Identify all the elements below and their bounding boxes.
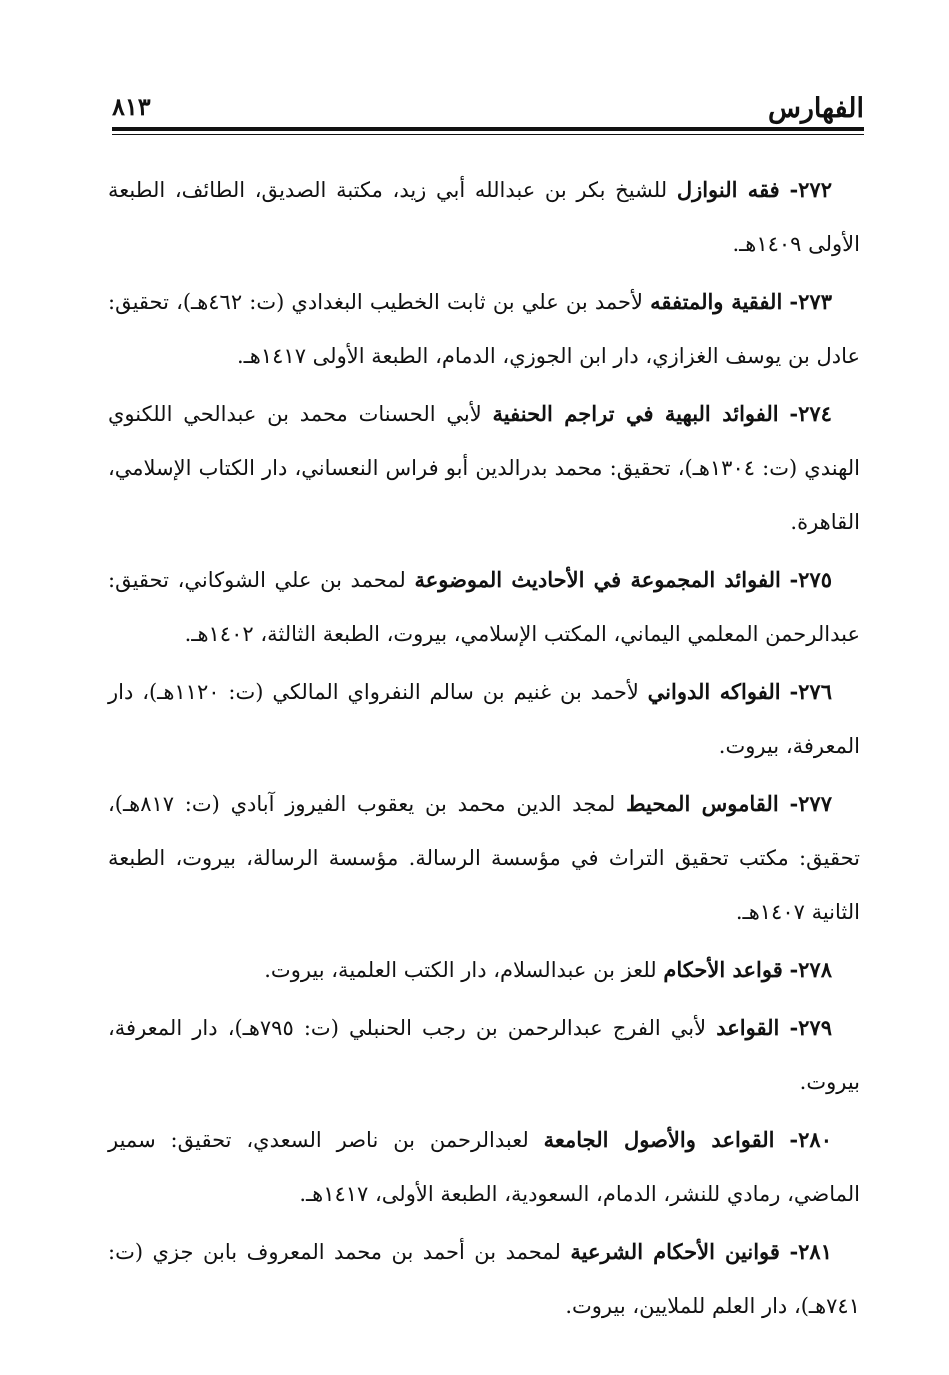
- entry-details: للعز بن عبدالسلام، دار الكتب العلمية، بيروت.: [264, 958, 657, 982]
- entry-details: للشيخ بكر بن عبدالله أبي زيد، مكتبة الصديق، الطائف، الطبعة الأولى ١٤٠٩هـ.: [108, 178, 860, 256]
- entry-details: لعبدالرحمن بن ناصر السعدي، تحقيق: سمير الماضي، رمادي للنشر، الدمام، السعودية، الطبعة الأولى، ١٤١٧هـ.: [108, 1128, 860, 1206]
- index-entry-273: [108, 275, 860, 383]
- page-number: ٨١٣: [112, 92, 151, 121]
- index-entry-275: [108, 553, 860, 661]
- entry-number: ٢٧٩-: [789, 1015, 832, 1040]
- index-entry-272: [108, 163, 860, 271]
- entry-title: الفوائد البهية في تراجم الحنفية: [492, 401, 779, 426]
- entry-details: لمجد الدين محمد بن يعقوب الفيروز آبادي (ت: ٨١٧هـ)، تحقيق: مكتب تحقيق التراث في مؤسسة الرسالة. مؤسسة الرسالة، بيروت، الطبعة الثانية ١٤٠٧هـ.: [108, 792, 860, 924]
- entry-details: لأحمد بن غنيم بن سالم النفرواي المالكي (ت: ١١٢٠هـ)، دار المعرفة، بيروت.: [108, 680, 860, 758]
- entry-number: ٢٧٣-: [789, 289, 832, 314]
- entry-title: القواعد والأصول الجامعة: [543, 1127, 775, 1152]
- entry-title: الفوائد المجموعة في الأحاديث الموضوعة: [414, 567, 781, 592]
- page-title: الفهارس: [767, 93, 864, 124]
- entry-title: قوانين الأحكام الشرعية: [570, 1239, 780, 1264]
- entry-number: ٢٧٥-: [789, 567, 832, 592]
- entry-title: الفقية والمتفقه: [650, 289, 783, 314]
- entry-number: ٢٧٢-: [789, 177, 832, 202]
- entry-details: لمحمد بن أحمد بن محمد المعروف بابن جزي (ت: ٧٤١هـ)، دار العلم للملايين، بيروت.: [108, 1240, 860, 1318]
- entry-details: لأبي الحسنات محمد بن عبدالحي اللكنوي الهندي (ت: ١٣٠٤هـ)، تحقيق: محمد بدرالدين أبو فراس النعساني، دار الكتاب الإسلامي، القاهرة.: [108, 402, 860, 534]
- index-entries: [108, 163, 860, 1337]
- entry-title: قواعد الأحكام: [663, 957, 783, 982]
- index-entry-279: [108, 1001, 860, 1109]
- entry-details: لأبي الفرج عبدالرحمن بن رجب الحنبلي (ت: ٧٩٥هـ)، دار المعرفة، بيروت.: [108, 1016, 860, 1094]
- index-entry-280: [108, 1113, 860, 1221]
- index-entry-281: [108, 1225, 860, 1333]
- entry-title: الفواكه الدواني: [647, 679, 781, 704]
- entry-details: لمحمد بن علي الشوكاني، تحقيق: عبدالرحمن المعلمي اليماني، المكتب الإسلامي، بيروت، الطبعة الثالثة، ١٤٠٢هـ.: [108, 568, 860, 646]
- entry-number: ٢٧٨-: [789, 957, 832, 982]
- header-rule-thick: [112, 127, 864, 131]
- index-entry-277: [108, 777, 860, 939]
- page-header: [112, 80, 864, 130]
- entry-number: ٢٧٤-: [789, 401, 832, 426]
- entry-number: ٢٨١-: [789, 1239, 832, 1264]
- index-entry-274: [108, 387, 860, 549]
- entry-title: القواعد: [716, 1015, 780, 1040]
- index-entry-276: [108, 665, 860, 773]
- entry-details: لأحمد بن علي بن ثابت الخطيب البغدادي (ت: ٤٦٢هـ)، تحقيق: عادل بن يوسف الغزازي، دار ابن الجوزي، الدمام، الطبعة الأولى ١٤١٧هـ.: [108, 290, 860, 368]
- entry-title: القاموس المحيط: [626, 791, 779, 816]
- index-entry-278: [108, 943, 860, 997]
- entry-number: ٢٨٠-: [789, 1127, 832, 1152]
- entry-title: فقه النوازل: [676, 177, 780, 202]
- header-rule-thin: [112, 134, 864, 135]
- entry-number: ٢٧٦-: [789, 679, 832, 704]
- entry-number: ٢٧٧-: [789, 791, 832, 816]
